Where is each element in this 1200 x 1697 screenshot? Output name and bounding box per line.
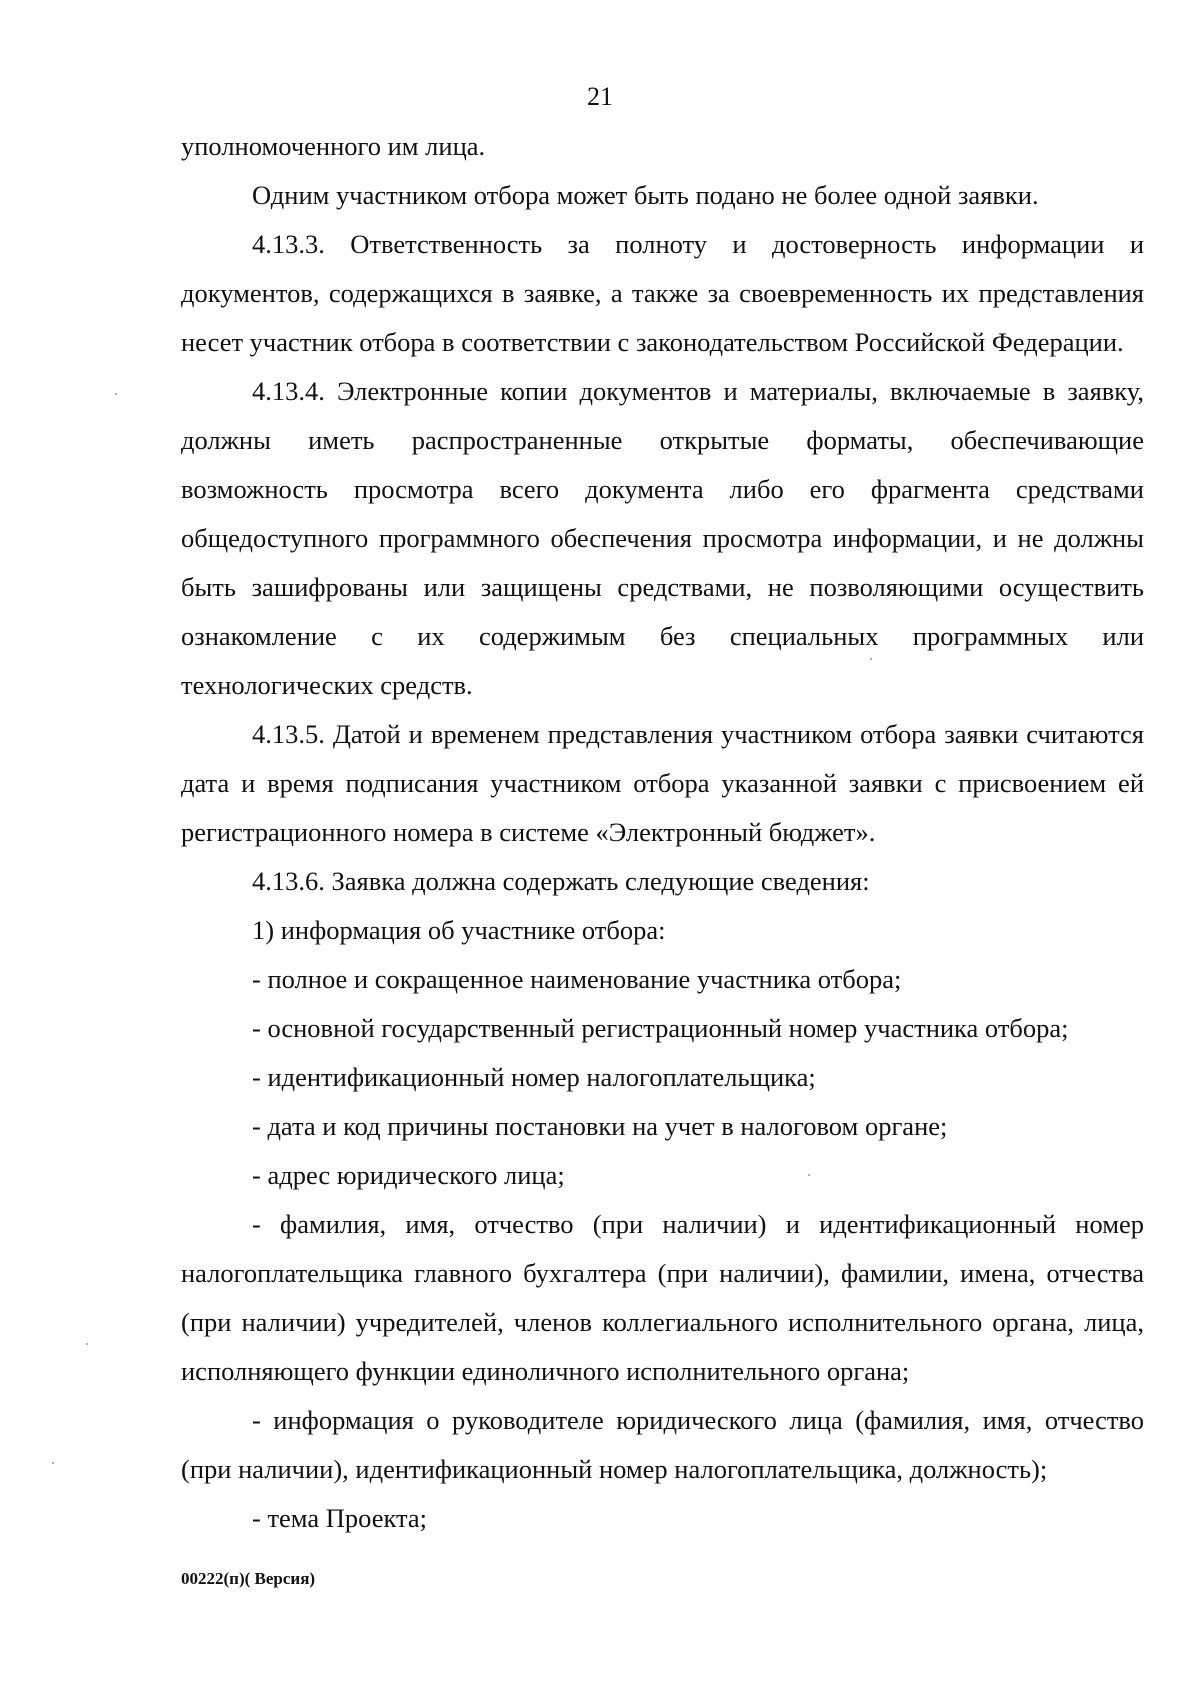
document-body bbox=[181, 122, 1144, 1543]
list-item-ogrn: - основной государственный регистрационный номер участника отбора; bbox=[252, 1013, 1069, 1043]
scan-speck bbox=[52, 1462, 54, 1464]
scan-speck bbox=[86, 1343, 88, 1345]
list-item-accountant-founders: - фамилия, имя, отчество (при наличии) и идентификационный номер налогоплательщика главного бухгалтера (при наличии), фамилии, имена, отчества (при наличии) учредителей, членов коллегиального исполнительного органа, лица, исполняющего функции единоличного исполнительного органа; bbox=[181, 1209, 1144, 1386]
paragraph-4-13-3: 4.13.3. Ответственность за полноту и достоверность информации и документов, содержащихся в заявке, а также за своевременность их представления несет участник отбора в соответствии с законодательством Российской Федерации. bbox=[181, 229, 1144, 357]
list-item-inn: - идентификационный номер налогоплательщика; bbox=[252, 1062, 816, 1092]
paragraph-single-application: Одним участником отбора может быть подано не более одной заявки. bbox=[252, 180, 1039, 210]
scan-speck bbox=[115, 393, 117, 395]
paragraph-4-13-5: 4.13.5. Датой и временем представления участником отбора заявки считаются дата и время подписания участником отбора указанной заявки с присвоением ей регистрационного номера в системе «Электронный бюджет». bbox=[181, 719, 1144, 847]
list-item-director-info: - информация о руководителе юридического лица (фамилия, имя, отчество (при наличии), идентификационный номер налогоплательщика, должность); bbox=[181, 1405, 1144, 1484]
list-item-kpp: - дата и код причины постановки на учет в налоговом органе; bbox=[252, 1111, 948, 1141]
scan-speck bbox=[808, 1174, 810, 1176]
list-item-full-name: - полное и сокращенное наименование участника отбора; bbox=[252, 964, 902, 994]
paragraph-continuation: уполномоченного им лица. bbox=[181, 131, 486, 161]
paragraph-4-13-4: 4.13.4. Электронные копии документов и материалы, включаемые в заявку, должны иметь распространенные открытые форматы, обеспечивающие возможность просмотра всего документа либо его фрагмента средствами общедоступного программного обеспечения просмотра информации, и не должны быть зашифрованы или защищены средствами, не позволяющими осуществить ознакомление с их содержимым без специальных программных или технологических средств. bbox=[181, 376, 1144, 700]
list-item-project-topic: - тема Проекта; bbox=[252, 1503, 428, 1533]
list-item-address: - адрес юридического лица; bbox=[252, 1160, 565, 1190]
list-heading-participant-info: 1) информация об участнике отбора: bbox=[252, 915, 666, 945]
page-number: 21 bbox=[587, 82, 613, 111]
scan-speck bbox=[870, 658, 872, 660]
document-footer-code: 00222(п)( Версия) bbox=[181, 1569, 316, 1588]
paragraph-4-13-6: 4.13.6. Заявка должна содержать следующие сведения: bbox=[252, 866, 870, 896]
